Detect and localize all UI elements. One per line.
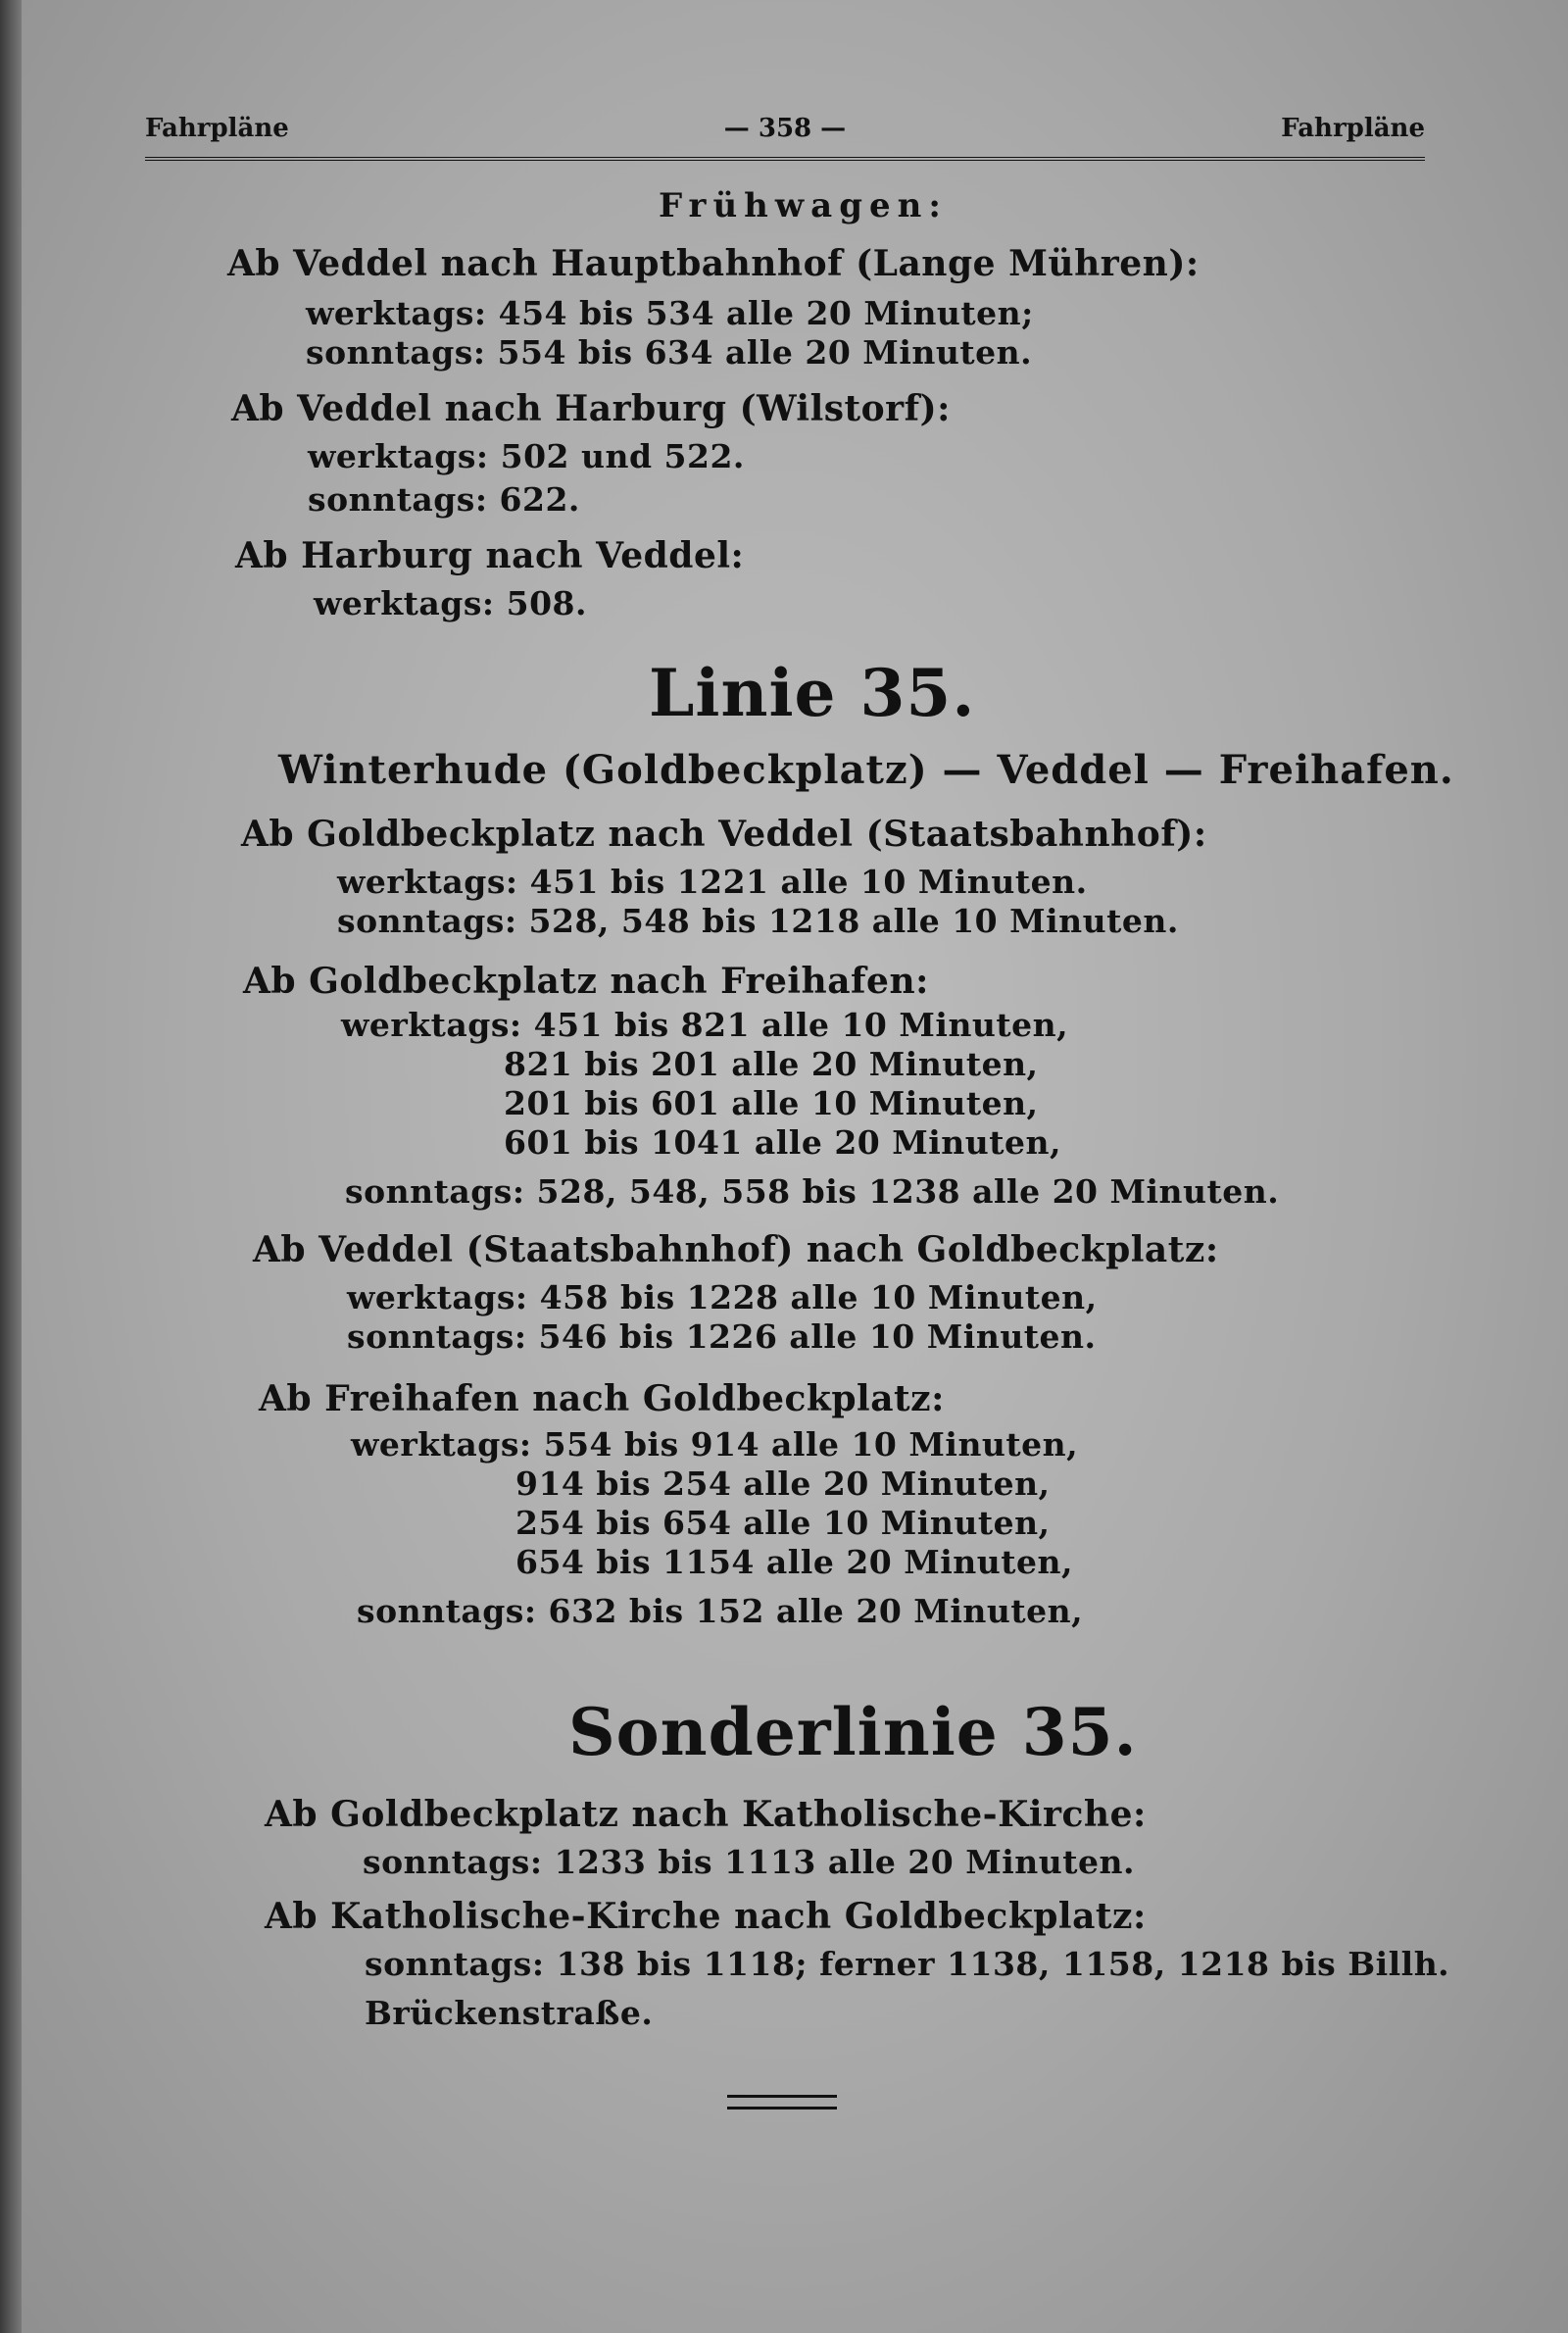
- end-rule: [727, 2095, 837, 2110]
- fruehwagen-title: Frühwagen:: [659, 186, 948, 225]
- l35-s1-line4: sonntags: 528, 548, 558 bis 1238 alle 20 Minuten.: [345, 1172, 1280, 1211]
- l35-s1-line2: 201 bis 601 alle 10 Minuten,: [504, 1084, 1039, 1122]
- l35-s3-line4: sonntags: 632 bis 152 alle 20 Minuten,: [357, 1592, 1084, 1630]
- s35-s0-heading: Ab Goldbeckplatz nach Katholische-Kirche:: [265, 1794, 1147, 1835]
- header-right: Fahrpläne: [1281, 114, 1425, 143]
- fruehwagen-route1-heading: Ab Veddel nach Hauptbahnhof (Lange Mühren):: [227, 243, 1200, 284]
- fruehwagen-route2-sonntags: sonntags: 622.: [308, 480, 580, 519]
- fruehwagen-route2-heading: Ab Veddel nach Harburg (Wilstorf):: [231, 388, 951, 429]
- s35-s1-line0: sonntags: 138 bis 1118; ferner 1138, 1158, 1218 bis Billh.: [365, 1945, 1450, 1983]
- fruehwagen-route1-werktags: werktags: 454 bis 534 alle 20 Minuten;: [306, 294, 1034, 332]
- l35-s3-line2: 254 bis 654 alle 10 Minuten,: [515, 1504, 1051, 1542]
- fruehwagen-route1-sonntags: sonntags: 554 bis 634 alle 20 Minuten.: [306, 333, 1033, 372]
- l35-s0-line0: werktags: 451 bis 1221 alle 10 Minuten.: [337, 863, 1088, 901]
- fruehwagen-route3-heading: Ab Harburg nach Veddel:: [235, 535, 745, 576]
- fruehwagen-route3-werktags: werktags: 508.: [314, 584, 587, 622]
- linie35-subtitle: Winterhude (Goldbeckplatz) — Veddel — Freihafen.: [278, 747, 1454, 793]
- l35-s1-line0: werktags: 451 bis 821 alle 10 Minuten,: [341, 1006, 1069, 1044]
- l35-s2-line1: sonntags: 546 bis 1226 alle 10 Minuten.: [347, 1317, 1097, 1356]
- l35-s3-line3: 654 bis 1154 alle 20 Minuten,: [515, 1543, 1074, 1581]
- s35-s1-heading: Ab Katholische-Kirche nach Goldbeckplatz:: [265, 1896, 1147, 1937]
- l35-s0-line1: sonntags: 528, 548 bis 1218 alle 10 Minuten.: [337, 902, 1179, 940]
- l35-s3-line0: werktags: 554 bis 914 alle 10 Minuten,: [351, 1425, 1079, 1464]
- l35-s1-line3: 601 bis 1041 alle 20 Minuten,: [504, 1123, 1062, 1162]
- l35-s1-heading: Ab Goldbeckplatz nach Freihafen:: [243, 961, 929, 1002]
- header-left: Fahrpläne: [145, 114, 289, 143]
- page-header: [145, 110, 1425, 161]
- linie35-title: Linie 35.: [649, 655, 976, 731]
- l35-s1-line1: 821 bis 201 alle 20 Minuten,: [504, 1045, 1039, 1083]
- s35-s1-line1: Brückenstraße.: [365, 1994, 654, 2032]
- s35-s0-line0: sonntags: 1233 bis 1113 alle 20 Minuten.: [363, 1843, 1135, 1881]
- page-number: — 358 —: [723, 114, 847, 143]
- l35-s3-line1: 914 bis 254 alle 20 Minuten,: [515, 1464, 1051, 1503]
- book-spine-shadow: [0, 0, 22, 2333]
- l35-s2-heading: Ab Veddel (Staatsbahnhof) nach Goldbeckplatz:: [253, 1229, 1219, 1270]
- l35-s3-heading: Ab Freihafen nach Goldbeckplatz:: [259, 1378, 945, 1419]
- fruehwagen-route2-werktags: werktags: 502 und 522.: [308, 437, 745, 475]
- l35-s2-line0: werktags: 458 bis 1228 alle 10 Minuten,: [347, 1278, 1098, 1316]
- sonderlinie35-title: Sonderlinie 35.: [568, 1694, 1138, 1770]
- l35-s0-heading: Ab Goldbeckplatz nach Veddel (Staatsbahnhof):: [241, 814, 1207, 855]
